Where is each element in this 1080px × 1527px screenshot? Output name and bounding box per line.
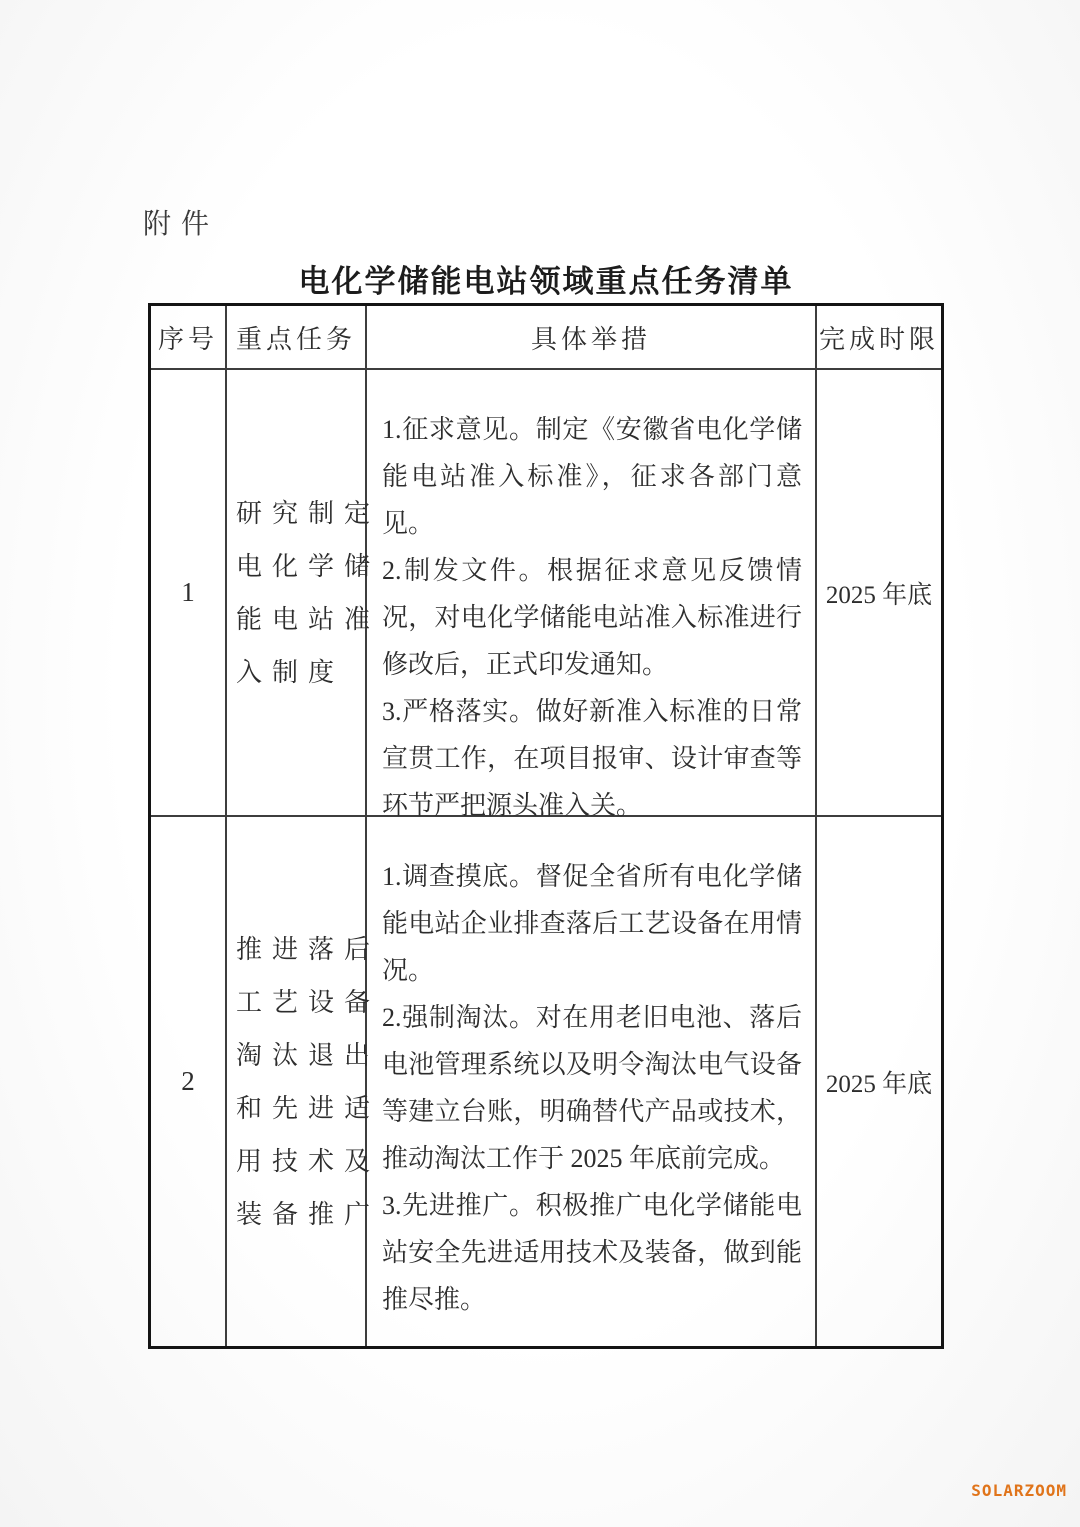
measure-paragraph: 2.制发文件。根据征求意见反馈情况，对电化学储能电站准入标准进行修改后，正式印发通知。 xyxy=(382,556,802,679)
task-line: 研究制定 xyxy=(236,498,381,528)
row-1-no: 1 xyxy=(151,370,227,817)
solarzoom-watermark: SOLARZOOM xyxy=(971,1481,1067,1500)
header-cell-no: 序号 xyxy=(151,306,227,370)
measure-paragraph: 2.强制淘汰。对在用老旧电池、落后电池管理系统以及明令淘汰电气设备等建立台账，明确替代产品或技术，推动淘汰工作于 2025 年底前完成。 xyxy=(382,1003,802,1173)
task-line: 推进落后 xyxy=(236,934,381,964)
task-line: 能电站准 xyxy=(236,604,381,634)
task-line: 淘汰退出 xyxy=(236,1040,381,1070)
measure-paragraph: 1.调查摸底。督促全省所有电化学储能电站企业排查落后工艺设备在用情况。 xyxy=(382,862,802,985)
task-line: 工艺设备 xyxy=(236,987,381,1017)
row-2-no: 2 xyxy=(151,817,227,1346)
task-line: 电化学储 xyxy=(236,551,381,581)
task-line: 和先进适 xyxy=(236,1093,381,1123)
attachment-label: 附件 xyxy=(143,209,220,240)
row-2-task xyxy=(227,817,381,1346)
page-title: 电化学储能电站领域重点任务清单 xyxy=(298,264,794,299)
task-line: 入制度 xyxy=(236,657,345,687)
row-1-measures xyxy=(367,370,817,820)
row-1-task xyxy=(227,370,381,817)
header-cell-measures: 具体举措 xyxy=(367,306,817,370)
measure-paragraph: 3.严格落实。做好新准入标准的日常宣贯工作，在项目报审、设计审查等环节严把源头准入关。 xyxy=(382,697,802,820)
row-1-deadline: 2025 年底 xyxy=(817,370,941,817)
task-line: 装备推广 xyxy=(236,1199,381,1229)
measure-paragraph: 3.先进推广。积极推广电化学储能电站安全先进适用技术及装备，做到能推尽推。 xyxy=(382,1191,802,1314)
header-cell-deadline: 完成时限 xyxy=(817,306,941,370)
measure-paragraph: 1.征求意见。制定《安徽省电化学储能电站准入标准》，征求各部门意见。 xyxy=(382,415,802,538)
task-line: 用技术及 xyxy=(236,1146,381,1176)
header-cell-task: 重点任务 xyxy=(227,306,367,370)
task-table xyxy=(148,303,944,1349)
row-2-measures xyxy=(367,817,817,1346)
row-2-deadline: 2025 年底 xyxy=(825,1070,933,1098)
